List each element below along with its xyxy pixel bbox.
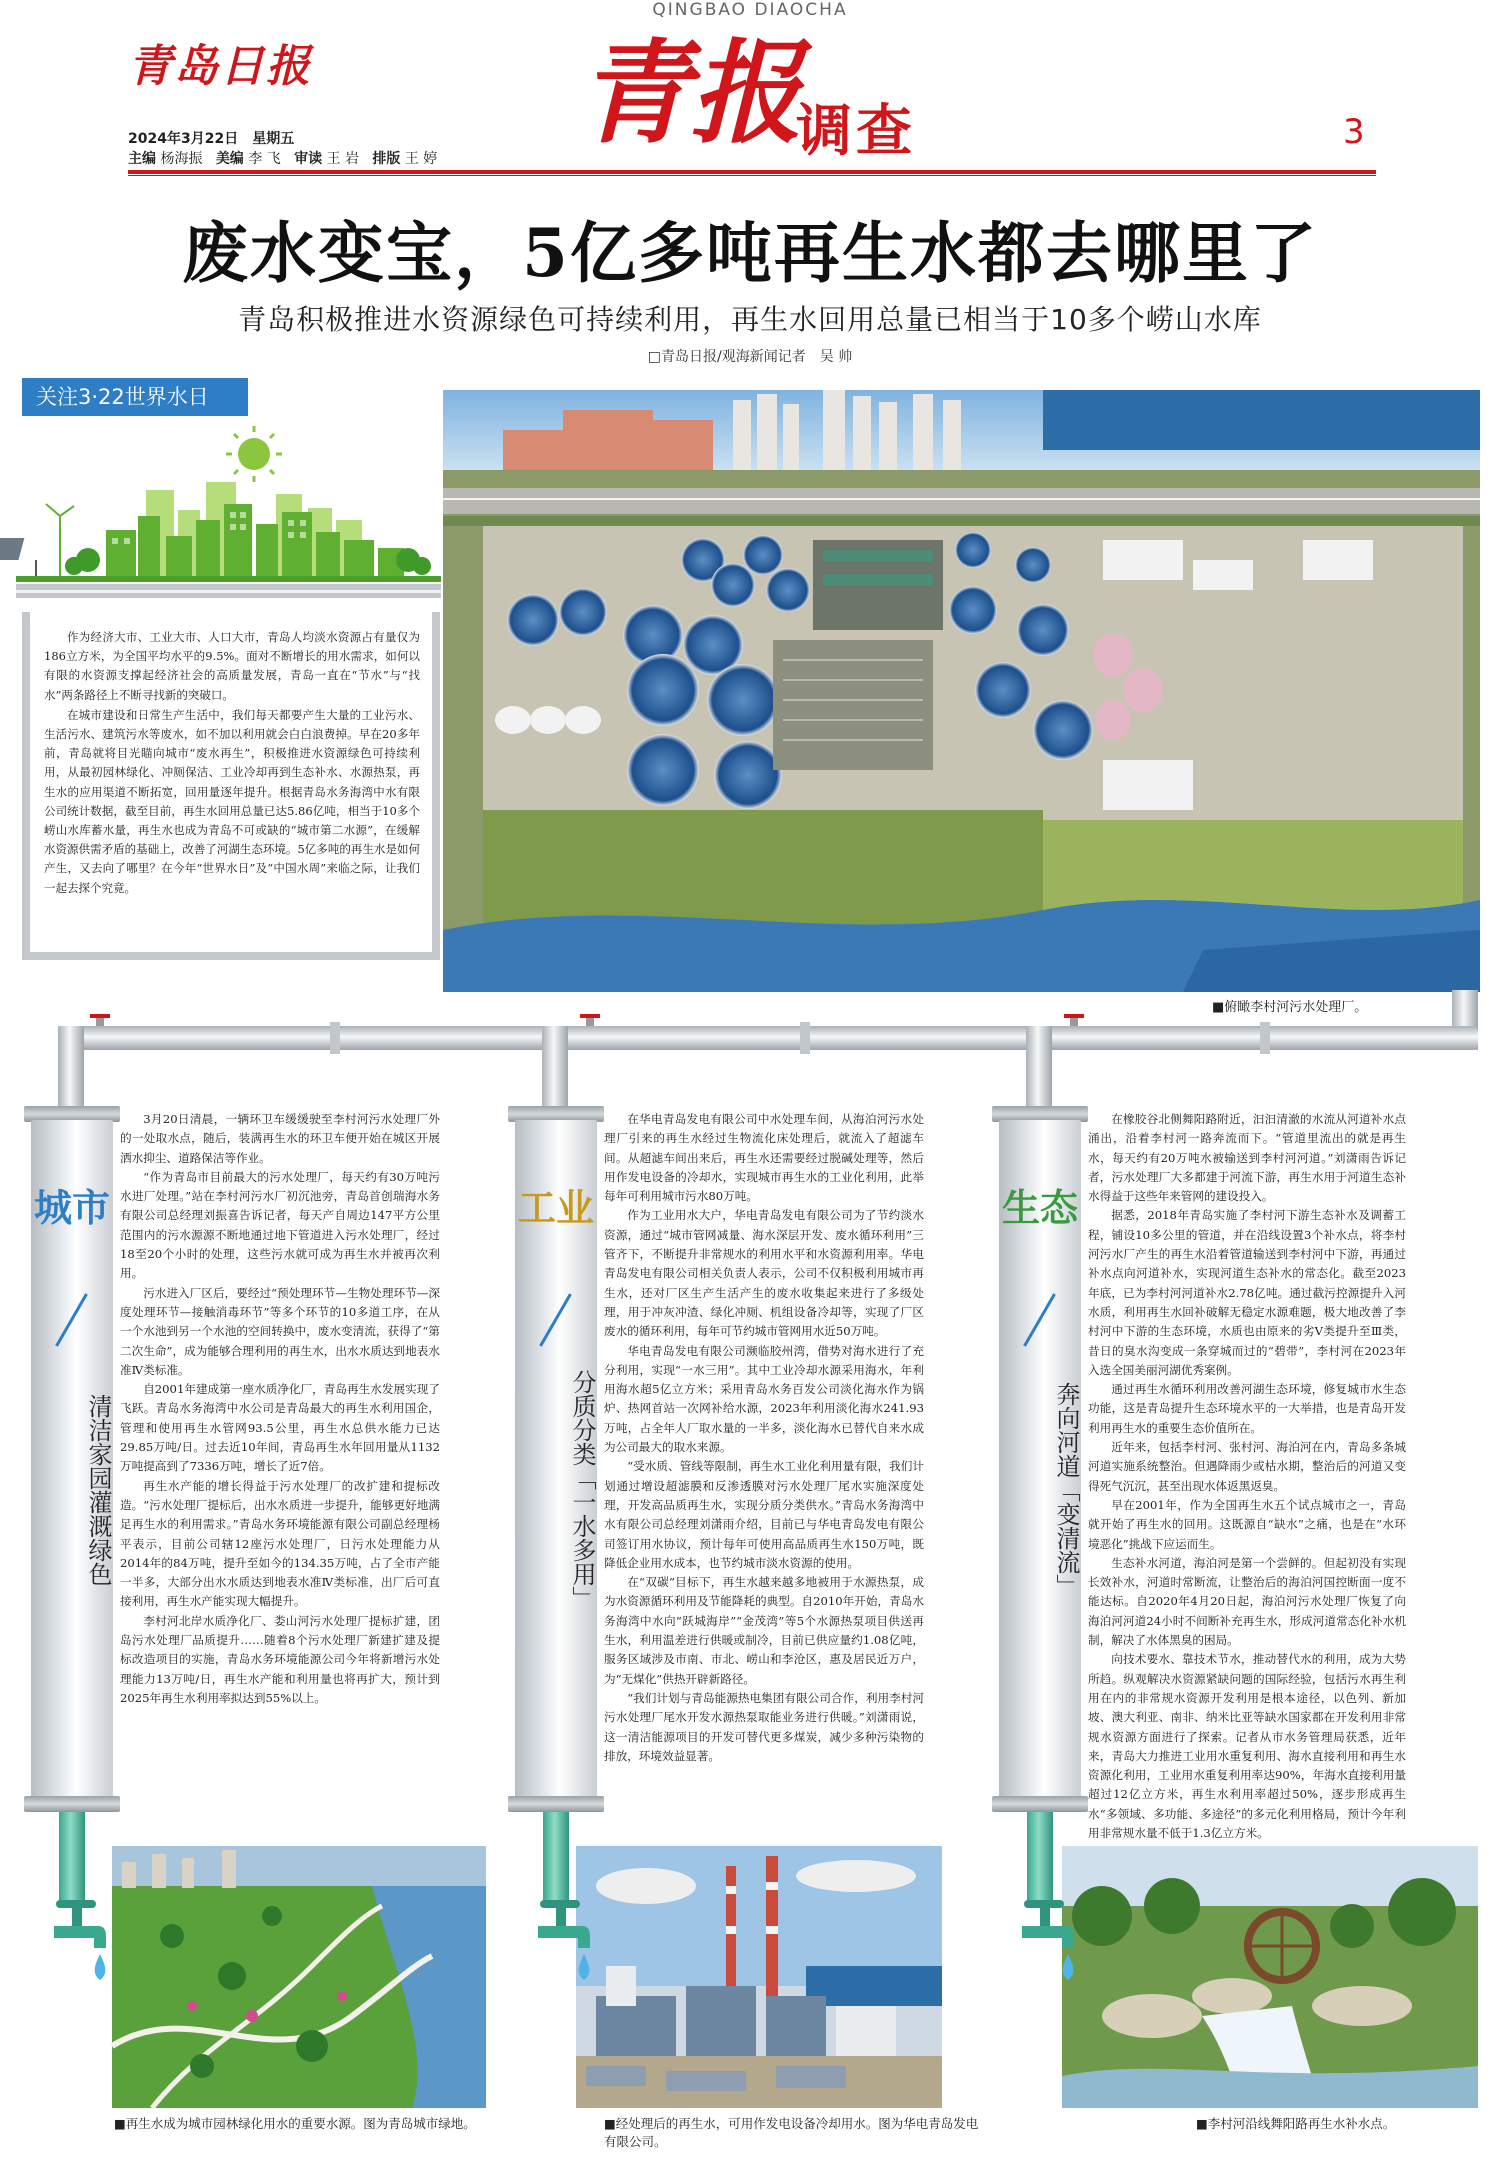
credit-label: 美编 — [215, 151, 244, 167]
section-title-calligraphy: 青报 — [578, 28, 802, 159]
issue-date: 2024年3月22日 星期五 — [128, 131, 295, 147]
paragraph: 华电青岛发电有限公司濒临胶州湾，借势对海水进行了充分利用，实现“一水三用”。其中工业冷却水源采用海水，年利用海水超5亿立方米；采用青岛水务百发公司淡化海水作为锅炉、热网首站一次网补给水源，2023年利用淡化海水241.93万吨，占全年人厂取水量的一半多，淡化海水已替代自来水成为公司最大的取水来源。 — [604, 1343, 924, 1455]
photo-river-replenishment — [1062, 1846, 1478, 2108]
paragraph: 据悉，2018年青岛实施了李村河下游生态补水及调蓄工程，铺设10多公里的管道，并在沿线设置3个补水点，将李村河污水厂产生的再生水沿着管道输送到李村河中下游，再通过补水点向河道补水，实现河道生态补水的常态化。截至2023年底，已为李村河河道补水2.78亿吨。通过截污控源提升入河水质，利用再生水回补破解无稳定水源难题，极大地改善了李村河中下游的生态环境，水质也由原来的劣Ⅴ类提升至Ⅲ类，昔日的臭水沟变成一条穿城而过的“碧带”，李村河在2023年入选全国美丽河湖优秀案例。 — [1088, 1208, 1406, 1377]
paragraph: 在橡胶谷北侧舞阳路附近，汩汩清澈的水流从河道补水点涌出，沿着李村河一路奔流而下。“管道里流出的就是再生水，每天约有20万吨水被输送到李村河河道。”刘潇雨告诉记者，污水处理厂大多都建于河流下游，再生水用于河道生态补水得益于这些年来管网的建设投入。 — [1088, 1112, 1406, 1204]
photo-caption-industry: ■经处理后的再生水，可用作发电设备冷却用水。图为华电青岛发电有限公司。 — [604, 2116, 979, 2149]
main-headline: 废水变宝，5亿多吨再生水都去哪里了 — [182, 214, 1318, 292]
column-title-city: 城市 — [33, 1185, 110, 1230]
photo-power-plant — [576, 1846, 942, 2108]
paragraph: 早在2001年，作为全国再生水五个试点城市之一，青岛就开始了再生水的回用。这既源自“缺水”之痛，也是在“水环境恶化”挑战下应运而生。 — [1088, 1497, 1406, 1551]
paragraph: 李村河北岸水质净化厂、娄山河污水处理厂提标扩建，团岛污水处理厂品质提升……随着8个污水处理厂新建扩建及提标改造项目的实施，青岛水务环境能源公司今年将新增污水处理能力13万吨/日，再生水产能和利用量也将再扩大，预计到2025年再生水利用率拟达到55%以上。 — [120, 1613, 440, 1705]
paragraph: “我们计划与青岛能源热电集团有限公司合作，利用李村河污水处理厂尾水开发水源热泵取能业务进行供暖。”刘潇雨说，这一清洁能源项目的开发可替代更多煤炭，减少多种污染物的排放，环境效益显著。 — [604, 1690, 924, 1763]
main-photo-caption: ■俯瞰李村河污水处理厂。 — [1212, 1000, 1368, 1015]
pipe-cap — [992, 1796, 1088, 1812]
paragraph: 在“双碳”目标下，再生水越来越多地被用于水源热泵，成为水资源循环利用及节能降耗的典型。自2010年开始，青岛水务海湾中水向“跃城海岸”“金茂湾”等5个水源热泵项目供送再生水，利用温差进行供暖或制冷，目前已供应量约1.08亿吨，服务区域涉及市南、市北、崂山和李沧区，惠及居民近万户，为“无煤化”供热开辟新路径。 — [604, 1575, 924, 1686]
paragraph: “作为青岛市目前最大的污水处理厂，每天约有30万吨污水进厂处理。”站在李村河污水厂初沉池旁，青岛首创瑞海水务有限公司总经理刘振喜告诉记者，每天产自周边147平方公里范围内的污水源源不断地通过地下管道进入污水处理厂，经过18至20个小时的处理，这些污水就可成为再生水并被再次利用。 — [120, 1169, 440, 1281]
column-text-city — [120, 1110, 440, 1800]
photo-city-park — [112, 1846, 486, 2108]
pipe-cap — [24, 1796, 120, 1812]
credit-value: 王 岩 — [326, 151, 359, 167]
column-subtitle-industry: 分质分类「一水多用」 — [568, 1370, 596, 1610]
credit-value: 杨海振 — [160, 151, 203, 167]
valve-icon — [90, 1014, 1084, 1026]
paragraph: 向技术要水、靠技术节水，推动替代水的利用，成为大势所趋。纵观解决水资源紧缺问题的国际经验，包括污水再生利用在内的非常规水资源开发利用是根本途径，以色列、新加坡、澳大利亚、南非、纳米比亚等缺水国家都在开发利用非常规水资源方面进行了探索。记者从市水务管理局获悉，近年来，青岛大力推进工业用水重复利用、海水直接利用和再生水资源化利用，工业用水重复利用率达90%，年海水直接利用量超过12亿立方米，再生水利用率超过50%，逐步形成再生水“多领域、多功能、多途径”的多元化利用格局，预计今年利用非常规水量不低于1.3亿立方米。 — [1088, 1652, 1406, 1840]
newspaper-logo: 青岛日报 — [128, 41, 312, 92]
credit-value: 王 婷 — [404, 151, 438, 167]
photo-caption-city: ■再生水成为城市园林绿化用水的重要水源。图为青岛城市绿地。 — [114, 2116, 476, 2131]
pipe-cap — [508, 1796, 604, 1812]
green-city-illustration — [16, 420, 441, 606]
paragraph: “受水质、管线等限制，再生水工业化利用量有限，我们计划通过增设超滤膜和反渗透膜对污水处理厂尾水实施深度处理，开发高品质再生水，实现分质分类供水。”青岛水务海湾中水有限公司总经理刘潇雨介绍，目前已与华电青岛发电有限公司签订用水协议，预计每年可使用高品质再生水150万吨，既降低企业用水成本，也节约城市淡水资源的使用。 — [604, 1459, 924, 1570]
paragraph: 自2001年建成第一座水质净化厂，青岛再生水发展实现了飞跃。青岛水务海湾中水公司是青岛最大的再生水利用国企，管理和使用再生水管网93.5公里，再生水总供水能力已达29.85万吨/日。过去近10年间，青岛再生水年回用量从1132万吨提高到了7336万吨，增长了近7倍。 — [120, 1382, 440, 1474]
byline: □青岛日报/观海新闻记者 吴 帅 — [647, 349, 853, 365]
masthead-rule-thin — [128, 175, 1376, 176]
editor-credits — [128, 148, 437, 168]
section-title-suffix: 调查 — [796, 98, 916, 164]
paragraph: 再生水产能的增长得益于污水处理厂的改扩建和提标改造。“污水处理厂提标后，出水水质进一步提升，能够更好地满足再生水的利用需求。”青岛水务环境能源有限公司副总经理杨平表示，目前公司辖12座污水处理厂，日污水处理能力从2014年的84万吨，提升至如今的134.35万吨，占了全市产能一半多，大部分出水水质达到地表水准Ⅳ类标准，出厂后可直接利用，再生水产能实现大幅提升。 — [120, 1478, 440, 1609]
column-text-ecology — [1088, 1110, 1406, 1840]
credit-value: 李 飞 — [248, 151, 281, 167]
credit-label: 审读 — [294, 151, 323, 167]
faucet-icon — [1004, 1888, 1084, 1998]
intro-paragraph: 在城市建设和日常生产生活中，我们每天都要产生大量的工业污水、生活污水、建筑污水等废水，如不加以利用就会白白浪费掉。早在20多年前，青岛就将目光瞄向城市“废水再生”，积极推进水资源绿色可持续利用，从最初园林绿化、冲厕保洁、工业冷却再到生态补水、水源热泵，再生水的应用渠道不断拓宽，回用量逐年提升。根据青岛水务海湾中水有限公司统计数据，截至目前，再生水回用总量已达5.86亿吨，相当于10多个崂山水库蓄水量，再生水也成为青岛不可或缺的“城市第二水源”，在缓解水资源供需矛盾的基础上，改善了河湖生态环境。5亿多吨的再生水是如何产生，又去向了哪里？在今年“世界水日”及“中国水周”来临之际，让我们一起去探个究竟。 — [44, 707, 420, 895]
column-subtitle-ecology: 奔向河道「变清流」 — [1052, 1382, 1080, 1598]
intro-text-box — [22, 612, 440, 960]
credit-label: 主编 — [128, 151, 156, 167]
column-title-ecology: 生态 — [1001, 1185, 1078, 1230]
world-water-day-badge: 关注3·22世界水日 — [22, 378, 248, 416]
paragraph: 通过再生水循环利用改善河湖生态环境，修复城市水生态功能，这是青岛提升生态环境水平的一大举措，也是青岛开发利用再生水的重要生态价值所在。 — [1088, 1382, 1406, 1435]
paragraph: 作为工业用水大户，华电青岛发电有限公司为了节约淡水资源，通过“城市管网减量、海水深层开发、废水循环利用”三管齐下，不断提升非常规水的利用水平和水资源利用率。华电青岛发电有限公司相关负责人表示，公司不仅积极利用城市再生水，还对厂区生产生活产生的废水收集起来进行了多级处理，用于冲灰冲渣、绿化冲厕、机组设备冷却等，实现了厂区废水的循环利用，每年可节约城市管网用水近50万吨。 — [604, 1208, 924, 1339]
top-section-tag: QINGBAO DIAOCHA — [652, 0, 848, 20]
credit-label: 排版 — [372, 151, 401, 167]
photo-caption-ecology: ■李村河沿线舞阳路再生水补水点。 — [1196, 2116, 1396, 2131]
column-title-industry: 工业 — [517, 1185, 594, 1230]
paragraph: 生态补水河道，海泊河是第一个尝鲜的。但起初没有实现长效补水，河道时常断流，让整治后的海泊河国控断面一度不能达标。自2020年4月20日起，海泊河污水处理厂恢复了向海泊河河道24小时不间断补充再生水，形成河道常态化补水机制，解决了水体黑臭的困局。 — [1088, 1555, 1406, 1648]
paragraph: 污水进入厂区后，要经过“预处理环节—生物处理环节—深度处理环节—接触消毒环节”等多个环节的10多道工序，在从一个水池到另一个水池的空间转换中，废水变清流，获得了“第二次生命”，成为能够合理利用的再生水，出水水质达到地表水准Ⅳ类标准。 — [120, 1285, 440, 1377]
column-subtitle-city: 清洁家园灌溉绿色 — [84, 1394, 112, 1586]
masthead-rule — [128, 170, 1376, 174]
paragraph: 近年来，包括李村河、张村河、海泊河在内，青岛多条城河道实施系统整治。但遇降雨少或枯水期，整治后的河道又变得死气沉沉，甚至出现水体返黑返臭。 — [1088, 1440, 1406, 1493]
paragraph: 在华电青岛发电有限公司中水处理车间，从海泊河污水处理厂引来的再生水经过生物流化床处理后，就流入了超滤车间。从超滤车间出来后，再生水还需要经过脱碱处理等，然后用作发电设备的冷却水，实现城市再生水的工业化利用，此举每年可利用城市污水80万吨。 — [604, 1112, 924, 1204]
paragraph: 3月20日清晨，一辆环卫车缓缓驶至李村河污水处理厂外的一处取水点，随后，装满再生水的环卫车便开始在城区开展洒水抑尘、道路保洁等作业。 — [120, 1112, 440, 1165]
page-number: 3 — [1343, 112, 1365, 152]
faucet-icon — [36, 1888, 116, 1998]
faucet-icon — [520, 1888, 600, 1998]
main-photo-aerial-treatment-plant — [443, 390, 1480, 992]
intro-paragraph: 作为经济大市、工业大市、人口大市，青岛人均淡水资源占有量仅为186立方米，为全国平均水平的9.5%。面对不断增长的用水需求，如何以有限的水资源支撑起经济社会的高质量发展，青岛一直在“节水”与“找水”两条路径上不断寻找新的突破口。 — [44, 630, 420, 702]
column-text-industry — [604, 1110, 924, 1800]
sub-headline: 青岛积极推进水资源绿色可持续利用，再生水回用总量已相当于10多个崂山水库 — [238, 303, 1262, 336]
